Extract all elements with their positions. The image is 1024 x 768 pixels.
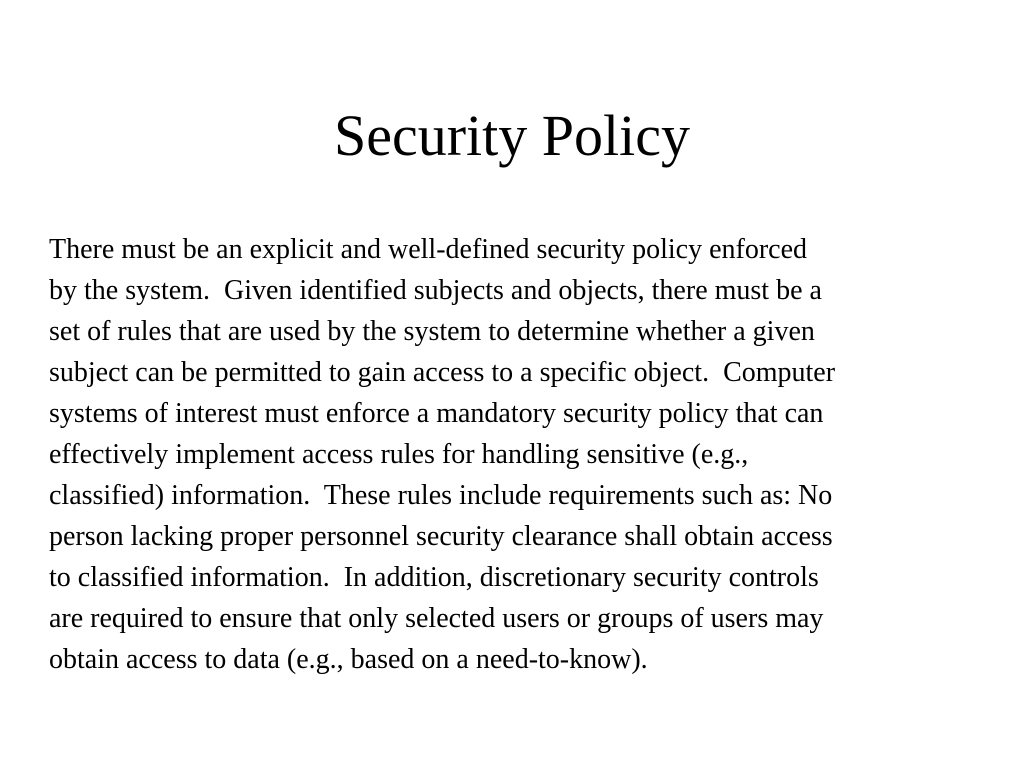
body-line: systems of interest must enforce a mandatory security policy that can (49, 398, 824, 429)
body-line: person lacking proper personnel security clearance shall obtain access (49, 521, 833, 552)
body-line: classified) information. These rules include requirements such as: No (49, 480, 833, 511)
body-line: set of rules that are used by the system to determine whether a given (49, 316, 815, 347)
body-line: obtain access to data (e.g., based on a need-to-know). (49, 644, 648, 675)
body-line: are required to ensure that only selected users or groups of users may (49, 603, 824, 634)
body-line: by the system. Given identified subjects and objects, there must be a (49, 275, 822, 306)
body-line: effectively implement access rules for handling sensitive (e.g., (49, 439, 749, 470)
slide-title: Security Policy (333, 103, 690, 168)
body-line: to classified information. In addition, discretionary security controls (49, 562, 819, 593)
slide-body (49, 229, 1014, 680)
body-line: subject can be permitted to gain access to a specific object. Computer (49, 357, 836, 388)
body-line: There must be an explicit and well-defined security policy enforced (49, 234, 808, 265)
